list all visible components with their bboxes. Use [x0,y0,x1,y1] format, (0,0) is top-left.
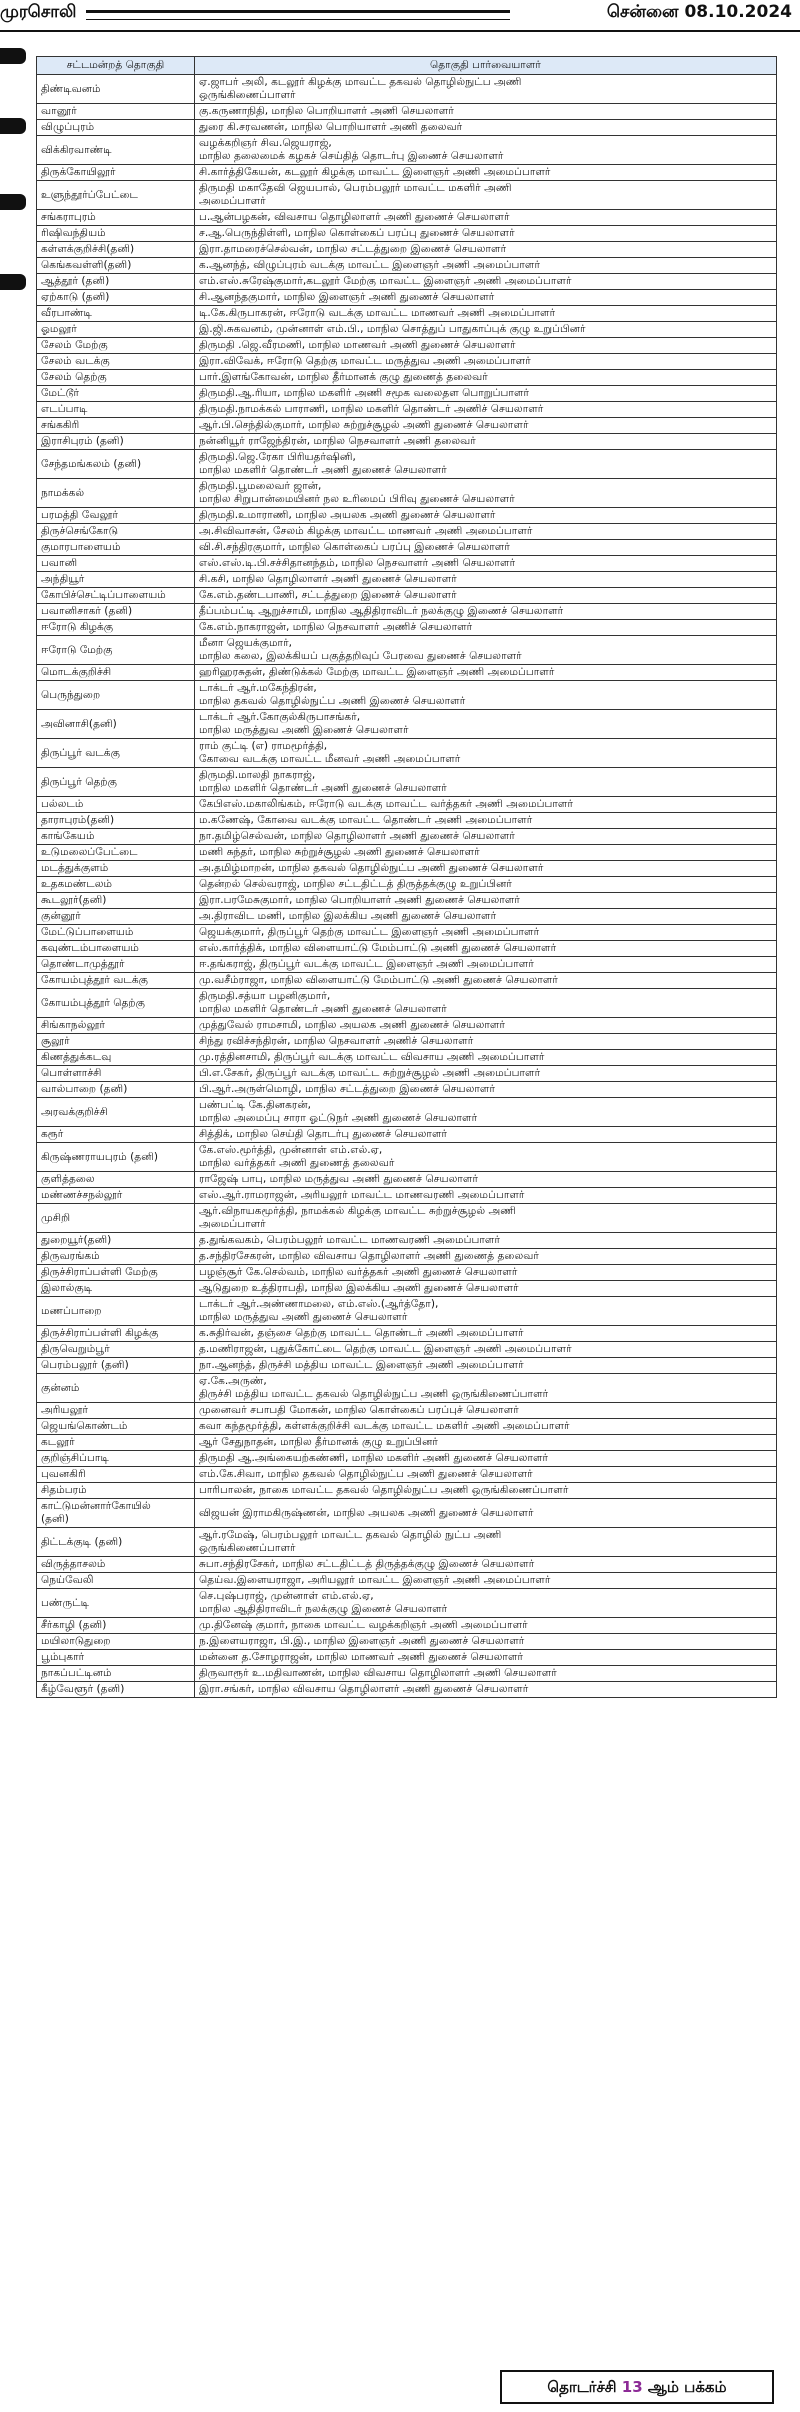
observer-cell: தெய்வ.இளையராஜா, அரியலூர் மாவட்ட இளைஞர் அணி அமைப்பாளர் [195,1573,777,1589]
observer-cell: ஈ.தங்கராஜ், திருப்பூர் வடக்கு மாவட்ட இளைஞர் அணி அமைப்பாளர் [195,957,777,973]
observer-cell: திருமதி ஆ.அங்கையற்கண்ணி, மாநில மகளிர் அணி துணைச் செயலாளர் [195,1451,777,1467]
newspaper-name: முரசொலி [0,2,77,22]
observer-cell: நா.தமிழ்செல்வன், மாநில தொழிலாளர் அணி துணைச் செயலாளர் [195,829,777,845]
table-row [37,165,777,181]
observer-cell: டாக்டர் ஆர்.மகேந்திரன், மாநில தகவல் தொழில்நுட்ப அணி இணைச் செயலாளர் [195,681,777,710]
table-row [37,370,777,386]
constituency-cell: குளித்தலை [37,1172,195,1188]
constituency-cell: குறிஞ்சிப்பாடி [37,1451,195,1467]
table-row [37,181,777,210]
constituency-cell: கூடலூர்(தனி) [37,893,195,909]
constituency-cell: சேந்தமங்கலம் (தனி) [37,450,195,479]
table-row [37,877,777,893]
table-row [37,136,777,165]
constituency-cell: கரூர் [37,1127,195,1143]
table-row [37,1374,777,1403]
constituency-cell: சேலம் மேற்கு [37,338,195,354]
constituency-cell: குன்னம் [37,1374,195,1403]
constituency-cell: மேட்டூர் [37,386,195,402]
constituency-cell: மடத்துக்குளம் [37,861,195,877]
continued-suffix: ஆம் பக்கம் [647,2378,727,2396]
constituency-cell: கள்ளக்குறிச்சி(தனி) [37,242,195,258]
table-row [37,1082,777,1098]
constituency-cell: ஓமலூர் [37,322,195,338]
constituency-cell: மண்ணச்சநல்லூர் [37,1188,195,1204]
observer-cell: டாக்டர் ஆர்.கோகுல்கிருபாசங்கர், மாநில மருத்துவ அணி இணைச் செயலாளர் [195,710,777,739]
observer-cell: கே.எம்.தண்டபாணி, சட்டத்துறை இணைச் செயலாளர் [195,588,777,604]
constituency-cell: ஜெயங்கொண்டம் [37,1419,195,1435]
observer-cell: துரை கி.சரவணன், மாநில பொறியாளர் அணி தலைவர் [195,120,777,136]
observer-cell: மன்னை த.சோழராஜன், மாநில மாணவர் அணி துணைச் செயலாளர் [195,1650,777,1666]
table-row [37,845,777,861]
table-row [37,1172,777,1188]
header-constituency: சட்டமன்றத் தொகுதி [37,57,195,75]
observer-cell: திருமதி.மாலதி நாகராஜ், மாநில மகளிர் தொண்டர் அணி துணைச் செயலாளர் [195,768,777,797]
constituency-cell: மணப்பாறை [37,1297,195,1326]
table-body [37,75,777,1698]
observer-cell: திருமதி.ஆ.ரியா, மாநில மகளிர் அணி சமூக வலைதள பொறுப்பாளர் [195,386,777,402]
observer-cell: பண்பட்டி கே.தினகரன், மாநில அமைப்பு சாரா ஓட்டுநர் அணி துணைச் செயலாளர் [195,1098,777,1127]
observer-cell: சி.கசி, மாநில தொழிலாளர் அணி துணைச் செயலாளர் [195,572,777,588]
constituency-cell: வீரபாண்டி [37,306,195,322]
observer-cell: ப.ஆன்பழகன், விவசாய தொழிலாளர் அணி துணைச் செயலாளர் [195,210,777,226]
table-row [37,104,777,120]
table-row [37,893,777,909]
header-observer: தொகுதி பார்வையாளர் [195,57,777,75]
constituency-cell: பொள்ளாச்சி [37,1066,195,1082]
observer-cell: ந.இளையராஜா, பி.இ., மாநில இளைஞர் அணி துணைச் செயலாளர் [195,1634,777,1650]
table-row [37,1281,777,1297]
observer-cell: இரா.பரமேசுகுமார், மாநில பொறியாளர் அணி துணைச் செயலாளர் [195,893,777,909]
observer-cell: திருமதி.சத்யா பழனிகுமார், மாநில மகளிர் தொண்டர் அணி துணைச் செயலாளர் [195,989,777,1018]
constituency-cell: நெய்வேலி [37,1573,195,1589]
table-row [37,524,777,540]
observer-cell: மு.தினேஷ் குமார், நாகை மாவட்ட வழக்கறிஞர் அணி அமைப்பாளர் [195,1618,777,1634]
observer-cell: சி.கார்த்திகேயன், கடலூர் கிழக்கு மாவட்ட இளைஞர் அணி அமைப்பாளர் [195,165,777,181]
table-row [37,418,777,434]
table-row [37,1618,777,1634]
constituency-cell: பல்லடம் [37,797,195,813]
constituency-cell: குன்னூர் [37,909,195,925]
constituency-cell: அரியலூர் [37,1403,195,1419]
observer-cell: அ.சிவிவாசன், சேலம் கிழக்கு மாவட்ட மாணவர் அணி அமைப்பாளர் [195,524,777,540]
adjacent-column-fragment [0,44,30,2344]
observer-cell: திருமதி.உமாராணி, மாநில அயலக அணி துணைச் செயலாளர் [195,508,777,524]
observer-cell: முனைவர் சபாபதி மோகன், மாநில கொள்கைப் பரப்புச் செயலாளர் [195,1403,777,1419]
constituency-cell: உளுந்தூர்ப்பேட்டை [37,181,195,210]
text-fragment [0,274,26,290]
table-row [37,604,777,620]
observer-cell: இரா.சங்கர், மாநில விவசாய தொழிலாளர் அணி துணைச் செயலாளர் [195,1682,777,1698]
constituency-cell: திருப்பூர் வடக்கு [37,739,195,768]
observer-cell: ஜெயக்குமார், திருப்பூர் தெற்கு மாவட்ட இளைஞர் அணி அமைப்பாளர் [195,925,777,941]
table-row [37,739,777,768]
constituency-cell: சீர்காழி (தனி) [37,1618,195,1634]
constituency-cell: அந்தியூர் [37,572,195,588]
table-header-row [37,57,777,75]
observer-cell: ஆர் சேதுநாதன், மாநில தீர்மானக் குழு உறுப்பினர் [195,1435,777,1451]
observer-cell: அ.திராவிட மணி, மாநில இலக்கிய அணி துணைச் செயலாளர் [195,909,777,925]
observer-cell: திருவாரூர் உ.மதிவாணன், மாநில விவசாய தொழிலாளர் அணி செயலாளர் [195,1666,777,1682]
table-row [37,1127,777,1143]
table-row [37,479,777,508]
continued-page-number: 13 [621,2378,643,2396]
constituency-observers-table [36,56,777,1698]
observer-cell: ராஜேஷ் பாபு, மாநில மருத்துவ அணி துணைச் செயலாளர் [195,1172,777,1188]
constituency-cell: திண்டிவனம் [37,75,195,104]
table-row [37,941,777,957]
constituency-cell: நாமக்கல் [37,479,195,508]
observer-cell: சுபா.சந்திரசேகர், மாநில சட்டதிட்டத் திருத்தக்குழு இணைச் செயலாளர் [195,1557,777,1573]
constituency-cell: பூம்புகார் [37,1650,195,1666]
constituency-cell: பண்ருட்டி [37,1589,195,1618]
table-row [37,1297,777,1326]
observer-cell: பி.ஆர்.அருள்மொழி, மாநில சட்டத்துறை இணைச் செயலாளர் [195,1082,777,1098]
observer-cell: ஏ.கே.அருண், திருச்சி மத்திய மாவட்ட தகவல் தொழில்நுட்ப அணி ஒருங்கிணைப்பாளர் [195,1374,777,1403]
observer-cell: பார்.இளங்கோவன், மாநில தீர்மானக் குழு துணைத் தலைவர் [195,370,777,386]
continued-on-page [500,2370,774,2404]
observer-cell: த.சந்திரசேகரன், மாநில விவசாய தொழிலாளர் அணி துணைத் தலைவர் [195,1249,777,1265]
constituency-cell: தாராபுரம்(தனி) [37,813,195,829]
observer-cell: டி.கே.கிருபாகரன், ஈரோடு வடக்கு மாவட்ட மாணவர் அணி அமைப்பாளர் [195,306,777,322]
observer-cell: வழக்கறிஞர் சிவ.ஜெயராஜ், மாநில தலைமைக் கழகச் செய்தித் தொடர்பு இணைச் செயலாளர் [195,136,777,165]
constituency-cell: குமாரபாளையம் [37,540,195,556]
observer-cell: ஆர்.பி.செந்தில்குமார், மாநில சுற்றுச்சூழல் அணி துணைச் செயலாளர் [195,418,777,434]
constituency-cell: மொடக்குறிச்சி [37,665,195,681]
table-row [37,588,777,604]
table-row [37,1403,777,1419]
table-row [37,1143,777,1172]
observer-cell: பாரிபாலன், நாகை மாவட்ட தகவல் தொழில்நுட்ப அணி ஒருங்கிணைப்பாளர் [195,1483,777,1499]
continued-label: தொடர்ச்சி [547,2378,617,2396]
constituency-cell: வால்பாறை (தனி) [37,1082,195,1098]
table-row [37,957,777,973]
observer-cell: திருமதி மகாதேவி ஜெயபால், பெரம்பலூர் மாவட்ட மகளிர் அணி அமைப்பாளர் [195,181,777,210]
observer-cell: எம்.எஸ்.சுரேஷ்குமார்,கடலூர் மேற்கு மாவட்ட இளைஞர் அணி அமைப்பாளர் [195,274,777,290]
table-row [37,1467,777,1483]
observer-cell: மு.வசீம்ராஜா, மாநில விளையாட்டு மேம்பாட்டு அணி துணைச் செயலாளர் [195,973,777,989]
table-row [37,1326,777,1342]
constituency-cell: விழுப்புரம் [37,120,195,136]
table-row [37,1342,777,1358]
constituency-cell: விக்கிரவாண்டி [37,136,195,165]
constituency-cell: ஆத்தூர் (தனி) [37,274,195,290]
text-fragment [0,48,26,64]
observer-cell: சிந்து ரவிச்சந்திரன், மாநில நெசவாளர் அணிச் செயலாளர் [195,1034,777,1050]
table-row [37,508,777,524]
constituency-cell: ஏற்காடு (தனி) [37,290,195,306]
constituency-cell: திருச்சிராப்பள்ளி கிழக்கு [37,1326,195,1342]
table-row [37,450,777,479]
constituency-cell: விருத்தாசலம் [37,1557,195,1573]
constituency-cell: பவானிசாகர் (தனி) [37,604,195,620]
table-row [37,242,777,258]
masthead [0,0,800,28]
observer-cell: சி.ஆனந்தகுமார், மாநில இளைஞர் அணி துணைச் செயலாளர் [195,290,777,306]
table-row [37,973,777,989]
constituency-cell: கோயம்புத்தூர் வடக்கு [37,973,195,989]
constituency-cell: காட்டுமன்னார்கோயில் (தனி) [37,1499,195,1528]
constituency-cell: புவனகிரி [37,1467,195,1483]
table-row [37,290,777,306]
constituency-cell: இலால்குடி [37,1281,195,1297]
table-row [37,636,777,665]
constituency-cell: ஈரோடு மேற்கு [37,636,195,665]
constituency-cell: சேலம் தெற்கு [37,370,195,386]
observer-cell: ராம் குட்டி (எ) ராமமூர்த்தி, கோவை வடக்கு மாவட்ட மீனவர் அணி அமைப்பாளர் [195,739,777,768]
observer-cell: அ.தமிழ்மாறன், மாநில தகவல் தொழில்நுட்ப அணி துணைச் செயலாளர் [195,861,777,877]
observer-cell: தென்றல் செல்வராஜ், மாநில சட்டதிட்டத் திருத்தக்குழு உறுப்பினர் [195,877,777,893]
observer-cell: மணி சுந்தர், மாநில சுற்றுச்சூழல் அணி துணைச் செயலாளர் [195,845,777,861]
table-row [37,681,777,710]
table-row [37,1682,777,1698]
constituency-cell: கிணத்துக்கடவு [37,1050,195,1066]
observer-cell: விஜயன் இராமகிருஷ்ணன், மாநில அயலக அணி துணைச் செயலாளர் [195,1499,777,1528]
constituency-cell: சேலம் வடக்கு [37,354,195,370]
observer-cell: வி.சி.சந்திரகுமார், மாநில கொள்கைப் பரப்பு இணைச் செயலாளர் [195,540,777,556]
constituency-cell: அரவக்குறிச்சி [37,1098,195,1127]
table-row [37,813,777,829]
table-row [37,1098,777,1127]
table-row [37,1050,777,1066]
observer-cell: எஸ்.ஆர்.ராமராஜன், அரியலூர் மாவட்ட மாணவரணி அமைப்பாளர் [195,1188,777,1204]
table-row [37,1499,777,1528]
table-row [37,226,777,242]
constituency-cell: சிங்காநல்லூர் [37,1018,195,1034]
table-row [37,1666,777,1682]
observer-cell: ஆர்.ரமேஷ், பெரம்பலூர் மாவட்ட தகவல் தொழில் நுட்ப அணி ஒருங்கிணைப்பாளர் [195,1528,777,1557]
observer-cell: நன்னியூர் ராஜேந்திரன், மாநில நெசவாளர் அணி தலைவர் [195,434,777,450]
constituency-cell: கெங்கவள்ளி(தனி) [37,258,195,274]
observer-cell: மு.ரத்தினசாமி, திருப்பூர் வடக்கு மாவட்ட விவசாய அணி அமைப்பாளர் [195,1050,777,1066]
observer-cell: திருமதி.ஜெ.ரேகா பிரியதர்ஷினி, மாநில மகளிர் தொண்டர் அணி துணைச் செயலாளர் [195,450,777,479]
observer-cell: கு.கருணாநிதி, மாநில பொறியாளர் அணி செயலாளர் [195,104,777,120]
constituency-cell: கவுண்டம்பாளையம் [37,941,195,957]
observer-cell: திருமதி.பூமலைவர் ஜான், மாநில சிறுபான்மையினர் நல உரிமைப் பிரிவு துணைச் செயலாளர் [195,479,777,508]
constituency-cell: அவினாசி(தனி) [37,710,195,739]
table-row [37,1066,777,1082]
table-row [37,768,777,797]
observer-cell: ச.ஆ.பெருந்திள்ளி, மாநில கொள்கைப் பரப்பு துணைச் செயலாளர் [195,226,777,242]
table-row [37,1573,777,1589]
table-row [37,1419,777,1435]
table-row [37,861,777,877]
text-fragment [0,194,26,210]
table-row [37,572,777,588]
constituency-cell: முசிறி [37,1204,195,1233]
constituency-cell: தொண்டாமுத்தூர் [37,957,195,973]
table-row [37,210,777,226]
constituency-cell: சங்கராபுரம் [37,210,195,226]
constituency-cell: ஈரோடு கிழக்கு [37,620,195,636]
table-row [37,1233,777,1249]
table-row [37,620,777,636]
constituency-cell: வானூர் [37,104,195,120]
observer-cell: பழஞ்சூர் கே.செல்வம், மாநில வர்த்தகர் அணி துணைச் செயலாளர் [195,1265,777,1281]
observer-cell: ஹரிஹரசுதன், திண்டுக்கல் மேற்கு மாவட்ட இளைஞர் அணி அமைப்பாளர் [195,665,777,681]
table-row [37,354,777,370]
constituency-cell: பெருந்துறை [37,681,195,710]
table-row [37,1034,777,1050]
table-row [37,1435,777,1451]
table-row [37,1265,777,1281]
table-row [37,1589,777,1618]
table-row [37,1249,777,1265]
constituency-cell: நாகப்பட்டினம் [37,1666,195,1682]
table-row [37,402,777,418]
constituency-cell: திருவெறும்பூர் [37,1342,195,1358]
table-row [37,434,777,450]
observer-cell: க.சுதிர்வன், தஞ்சை தெற்கு மாவட்ட தொண்டர் அணி அமைப்பாளர் [195,1326,777,1342]
table-row [37,1204,777,1233]
observer-cell: சித்திக், மாநில செய்தி தொடர்பு துணைச் செயலாளர் [195,1127,777,1143]
constituency-cell: திருச்சிராப்பள்ளி மேற்கு [37,1265,195,1281]
observer-cell: முத்துவேல் ராமசாமி, மாநில அயலக அணி துணைச் செயலாளர் [195,1018,777,1034]
masthead-rule [86,10,510,20]
observer-cell: பி.எ.சேகர், திருப்பூர் வடக்கு மாவட்ட சுற்றுச்சூழல் அணி அமைப்பாளர் [195,1066,777,1082]
observer-cell: கே.எம்.நாகராஜன், மாநில நெசவாளர் அணிச் செயலாளர் [195,620,777,636]
table-row [37,1451,777,1467]
constituency-cell: ரிஷிவந்தியம் [37,226,195,242]
observer-cell: செ.புஷ்பராஜ், முன்னாள் எம்.எல்.ஏ, மாநில ஆதிதிராவிடர் நலக்குழு இணைச் செயலாளர் [195,1589,777,1618]
constituency-cell: சிதம்பரம் [37,1483,195,1499]
constituency-cell: திட்டக்குடி (தனி) [37,1528,195,1557]
constituency-cell: உடுமலைப்பேட்டை [37,845,195,861]
constituency-cell: கோபிச்செட்டிப்பாளையம் [37,588,195,604]
constituency-cell: பரமத்தி வேலூர் [37,508,195,524]
table-row [37,306,777,322]
observer-cell: இரா.விவேக், ஈரோடு தெற்கு மாவட்ட மருத்துவ அணி அமைப்பாளர் [195,354,777,370]
constituency-cell: திருச்செங்கோடு [37,524,195,540]
table-row [37,1483,777,1499]
constituency-cell: துறையூர்(தனி) [37,1233,195,1249]
observer-cell: நா.ஆனந்த், திருச்சி மத்திய மாவட்ட இளைஞர் அணி அமைப்பாளர் [195,1358,777,1374]
observer-cell: கேபிஎஸ்.மகாலிங்கம், ஈரோடு வடக்கு மாவட்ட வர்த்தகர் அணி அமைப்பாளர் [195,797,777,813]
observer-cell: திருமதி .ஜெ.வீரமணி, மாநில மாணவர் அணி துணைச் செயலாளர் [195,338,777,354]
observer-cell: க.ஆனந்த், விழுப்புரம் வடக்கு மாவட்ட இளைஞர் அணி அமைப்பாளர் [195,258,777,274]
table-row [37,909,777,925]
constituency-cell: கோயம்புத்தூர் தெற்கு [37,989,195,1018]
constituency-cell: காங்கேயம் [37,829,195,845]
constituency-cell: திருக்கோயிலூர் [37,165,195,181]
constituency-cell: எடப்பாடி [37,402,195,418]
observer-cell: ம.கணேஷ், கோவை வடக்கு மாவட்ட தொண்டர் அணி அமைப்பாளர் [195,813,777,829]
table-row [37,829,777,845]
table-row [37,1634,777,1650]
table-row [37,1557,777,1573]
constituency-cell: சங்ககிரி [37,418,195,434]
table-row [37,1650,777,1666]
constituency-cell: மயிலாடுதுறை [37,1634,195,1650]
table-row [37,258,777,274]
observer-cell: ஏ.ஜாபர் அலி, கடலூர் கிழக்கு மாவட்ட தகவல் தொழில்நுட்ப அணி ஒருங்கிணைப்பாளர் [195,75,777,104]
table-row [37,338,777,354]
observer-cell: த.துங்கவகம், பெரம்பலூர் மாவட்ட மாணவரணி அமைப்பாளர் [195,1233,777,1249]
text-fragment [0,118,26,134]
observer-cell: த.மணிராஜன், புதுக்கோட்டை தெற்கு மாவட்ட இளைஞர் அணி அமைப்பாளர் [195,1342,777,1358]
constituency-cell: மேட்டுப்பாளையம் [37,925,195,941]
masthead-divider [0,30,800,32]
table-row [37,1358,777,1374]
observer-cell: எஸ்.எஸ்.டி.பி.சச்சிதானந்தம், மாநில நெசவாளர் அணி செயலாளர் [195,556,777,572]
constituency-cell: உதகமண்டலம் [37,877,195,893]
table-row [37,322,777,338]
constituency-cell: பவானி [37,556,195,572]
observer-cell: திருமதி.நாமக்கல் பாராணி, மாநில மகளிர் தொண்டர் அணிச் செயலாளர் [195,402,777,418]
constituency-cell: திருவரங்கம் [37,1249,195,1265]
constituency-cell: சூலூர் [37,1034,195,1050]
observer-cell: தீப்பம்பட்டி ஆறுச்சாமி, மாநில ஆதிதிராவிடர் நலக்குழு இணைச் செயலாளர் [195,604,777,620]
observer-cell: கவா கந்தமூர்த்தி, கள்ளக்குறிச்சி வடக்கு மாவட்ட மகளிர் அணி அமைப்பாளர் [195,1419,777,1435]
table-row [37,120,777,136]
constituency-cell: பெரம்பலூர் (தனி) [37,1358,195,1374]
table-row [37,1528,777,1557]
observer-cell: ஆர்.விநாயகமூர்த்தி, நாமக்கல் கிழக்கு மாவட்ட சுற்றுச்சூழல் அணி அமைப்பாளர் [195,1204,777,1233]
observer-cell: கே.எஸ்.மூர்த்தி, முன்னாள் எம்.எல்.ஏ, மாநில வர்த்தகர் அணி துணைத் தலைவர் [195,1143,777,1172]
table-row [37,989,777,1018]
city-date: சென்னை 08.10.2024 [606,2,792,22]
table-row [37,665,777,681]
observer-cell: டாக்டர் ஆர்.அண்ணாமலை, எம்.எஸ்.(ஆர்த்தோ), மாநில மருத்துவ அணி துணைச் செயலாளர் [195,1297,777,1326]
table-row [37,925,777,941]
constituency-cell: திருப்பூர் தெற்கு [37,768,195,797]
observer-cell: ஆடுதுறை உத்திராபதி, மாநில இலக்கிய அணி துணைச் செயலாளர் [195,1281,777,1297]
table-row [37,1188,777,1204]
observer-cell: இ.ஜி.சுகவனம், முன்னாள் எம்.பி., மாநில சொத்துப் பாதுகாப்புக் குழு உறுப்பினர் [195,322,777,338]
table-row [37,710,777,739]
observer-cell: எஸ்.கார்த்திக், மாநில விளையாட்டு மேம்பாட்டு அணி துணைச் செயலாளர் [195,941,777,957]
constituency-cell: கிருஷ்ணராயபுரம் (தனி) [37,1143,195,1172]
observer-cell: எம்.கே.சிவா, மாநில தகவல் தொழில்நுட்ப அணி துணைச் செயலாளர் [195,1467,777,1483]
table-row [37,75,777,104]
table-row [37,274,777,290]
table-row [37,1018,777,1034]
observer-cell: மீனா ஜெயக்குமார், மாநில கலை, இலக்கியப் பகுத்தறிவுப் பேரவை துணைச் செயலாளர் [195,636,777,665]
table-row [37,556,777,572]
constituency-cell: கீழ்வேளூர் (தனி) [37,1682,195,1698]
constituency-cell: கடலூர் [37,1435,195,1451]
table-row [37,540,777,556]
constituency-cell: இராசிபுரம் (தனி) [37,434,195,450]
table-row [37,797,777,813]
observer-cell: இரா.தாமரைச்செல்வன், மாநில சட்டத்துறை இணைச் செயலாளர் [195,242,777,258]
table-row [37,386,777,402]
